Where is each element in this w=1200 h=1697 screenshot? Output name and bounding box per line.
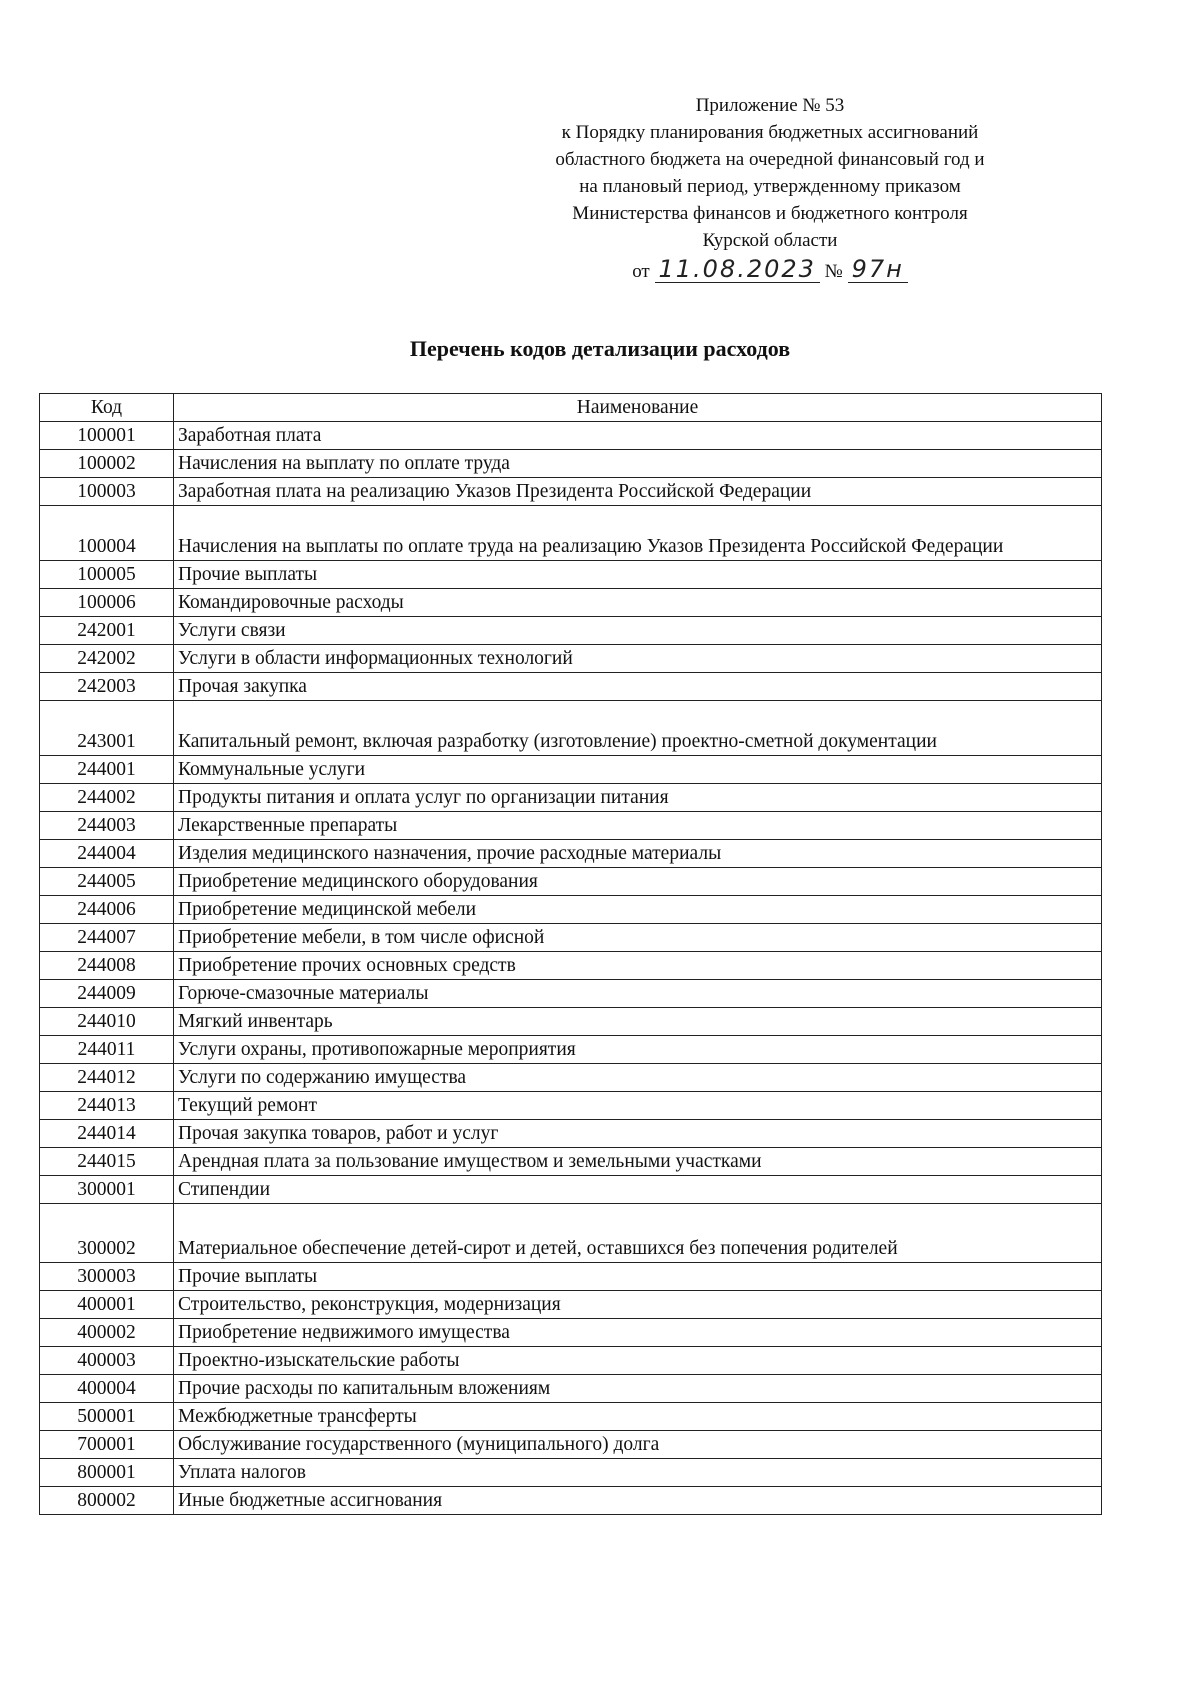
name-cell: Материальное обеспечение детей-сирот и детей, оставшихся без попечения родителей bbox=[174, 1204, 1102, 1263]
code-cell: 244004 bbox=[40, 840, 174, 868]
name-cell: Продукты питания и оплата услуг по организации питания bbox=[174, 784, 1102, 812]
name-cell: Уплата налогов bbox=[174, 1459, 1102, 1487]
name-cell: Прочие расходы по капитальным вложениям bbox=[174, 1375, 1102, 1403]
name-cell: Изделия медицинского назначения, прочие расходные материалы bbox=[174, 840, 1102, 868]
code-cell: 244007 bbox=[40, 924, 174, 952]
table-row bbox=[40, 478, 1102, 506]
table-row bbox=[40, 1036, 1102, 1064]
code-cell: 800001 bbox=[40, 1459, 174, 1487]
column-header-name: Наименование bbox=[174, 394, 1102, 422]
table-row bbox=[40, 1431, 1102, 1459]
table-row bbox=[40, 645, 1102, 673]
code-cell: 400001 bbox=[40, 1291, 174, 1319]
name-cell: Приобретение медицинского оборудования bbox=[174, 868, 1102, 896]
table-row bbox=[40, 784, 1102, 812]
table-row bbox=[40, 812, 1102, 840]
table-row bbox=[40, 589, 1102, 617]
table-row bbox=[40, 1204, 1102, 1263]
code-cell: 100002 bbox=[40, 450, 174, 478]
name-cell: Заработная плата bbox=[174, 422, 1102, 450]
table-row bbox=[40, 561, 1102, 589]
name-cell: Прочая закупка bbox=[174, 673, 1102, 701]
name-cell: Горюче-смазочные материалы bbox=[174, 980, 1102, 1008]
name-cell: Приобретение недвижимого имущества bbox=[174, 1319, 1102, 1347]
code-cell: 242001 bbox=[40, 617, 174, 645]
code-cell: 244015 bbox=[40, 1148, 174, 1176]
name-cell: Арендная плата за пользование имуществом и земельными участками bbox=[174, 1148, 1102, 1176]
header-line: Приложение № 53 bbox=[695, 95, 845, 116]
name-cell: Заработная плата на реализацию Указов Президента Российской Федерации bbox=[174, 478, 1102, 506]
table-row bbox=[40, 924, 1102, 952]
code-cell: 100006 bbox=[40, 589, 174, 617]
table-body bbox=[40, 422, 1102, 1515]
name-cell: Услуги по содержанию имущества bbox=[174, 1064, 1102, 1092]
code-cell: 300003 bbox=[40, 1263, 174, 1291]
name-cell: Коммунальные услуги bbox=[174, 756, 1102, 784]
appendix-header bbox=[500, 92, 1040, 286]
page-title: Перечень кодов детализации расходов bbox=[409, 336, 791, 361]
code-cell: 244011 bbox=[40, 1036, 174, 1064]
name-cell: Приобретение медицинской мебели bbox=[174, 896, 1102, 924]
name-cell: Прочие выплаты bbox=[174, 561, 1102, 589]
code-cell: 244009 bbox=[40, 980, 174, 1008]
order-number: 97н bbox=[848, 256, 908, 283]
code-cell: 242003 bbox=[40, 673, 174, 701]
table-row bbox=[40, 422, 1102, 450]
table-row bbox=[40, 1319, 1102, 1347]
name-cell: Прочие выплаты bbox=[174, 1263, 1102, 1291]
table-row bbox=[40, 1064, 1102, 1092]
code-cell: 500001 bbox=[40, 1403, 174, 1431]
table-row bbox=[40, 1176, 1102, 1204]
code-cell: 800002 bbox=[40, 1487, 174, 1515]
name-cell: Услуги связи bbox=[174, 617, 1102, 645]
code-cell: 400003 bbox=[40, 1347, 174, 1375]
name-cell: Услуги охраны, противопожарные мероприятия bbox=[174, 1036, 1102, 1064]
table-row bbox=[40, 980, 1102, 1008]
table-row bbox=[40, 952, 1102, 980]
code-cell: 244006 bbox=[40, 896, 174, 924]
name-cell: Капитальный ремонт, включая разработку (изготовление) проектно-сметной документации bbox=[174, 701, 1102, 756]
code-cell: 244008 bbox=[40, 952, 174, 980]
order-date: 11.08.2023 bbox=[655, 256, 820, 283]
header-line: Курской области bbox=[702, 230, 838, 251]
header-line: областного бюджета на очередной финансовый год и bbox=[555, 149, 985, 170]
code-cell: 700001 bbox=[40, 1431, 174, 1459]
name-cell: Межбюджетные трансферты bbox=[174, 1403, 1102, 1431]
header-line: к Порядку планирования бюджетных ассигнований bbox=[561, 122, 979, 143]
code-cell: 244005 bbox=[40, 868, 174, 896]
table-row bbox=[40, 1120, 1102, 1148]
table-row bbox=[40, 756, 1102, 784]
column-header-code: Код bbox=[40, 394, 174, 422]
name-cell: Начисления на выплату по оплате труда bbox=[174, 450, 1102, 478]
number-prefix: № bbox=[824, 261, 843, 282]
order-date-number bbox=[500, 256, 1040, 286]
name-cell: Прочая закупка товаров, работ и услуг bbox=[174, 1120, 1102, 1148]
code-cell: 400002 bbox=[40, 1319, 174, 1347]
code-cell: 100005 bbox=[40, 561, 174, 589]
table-row bbox=[40, 1347, 1102, 1375]
header-line: Министерства финансов и бюджетного контроля bbox=[572, 203, 968, 224]
table-row bbox=[40, 450, 1102, 478]
table-row bbox=[40, 1487, 1102, 1515]
name-cell: Текущий ремонт bbox=[174, 1092, 1102, 1120]
code-cell: 242002 bbox=[40, 645, 174, 673]
code-cell: 244013 bbox=[40, 1092, 174, 1120]
code-cell: 244012 bbox=[40, 1064, 174, 1092]
code-cell: 100001 bbox=[40, 422, 174, 450]
table-row bbox=[40, 1291, 1102, 1319]
table-row bbox=[40, 896, 1102, 924]
name-cell: Лекарственные препараты bbox=[174, 812, 1102, 840]
table-row bbox=[40, 1148, 1102, 1176]
table-row bbox=[40, 840, 1102, 868]
table-row bbox=[40, 701, 1102, 756]
code-cell: 400004 bbox=[40, 1375, 174, 1403]
table-row bbox=[40, 1263, 1102, 1291]
name-cell: Услуги в области информационных технологий bbox=[174, 645, 1102, 673]
code-cell: 244010 bbox=[40, 1008, 174, 1036]
code-cell: 244014 bbox=[40, 1120, 174, 1148]
table-row bbox=[40, 1008, 1102, 1036]
code-cell: 300002 bbox=[40, 1204, 174, 1263]
table-row bbox=[40, 1403, 1102, 1431]
code-cell: 100003 bbox=[40, 478, 174, 506]
name-cell: Проектно-изыскательские работы bbox=[174, 1347, 1102, 1375]
name-cell: Мягкий инвентарь bbox=[174, 1008, 1102, 1036]
table-header-row bbox=[40, 394, 1102, 422]
codes-table bbox=[39, 393, 1102, 1515]
date-prefix: от bbox=[632, 261, 650, 282]
name-cell: Стипендии bbox=[174, 1176, 1102, 1204]
name-cell: Начисления на выплаты по оплате труда на реализацию Указов Президента Российской Федерации bbox=[174, 506, 1102, 561]
table-row bbox=[40, 868, 1102, 896]
table-row bbox=[40, 1375, 1102, 1403]
table-row bbox=[40, 617, 1102, 645]
name-cell: Иные бюджетные ассигнования bbox=[174, 1487, 1102, 1515]
code-cell: 243001 bbox=[40, 701, 174, 756]
name-cell: Командировочные расходы bbox=[174, 589, 1102, 617]
code-cell: 244001 bbox=[40, 756, 174, 784]
name-cell: Приобретение прочих основных средств bbox=[174, 952, 1102, 980]
code-cell: 100004 bbox=[40, 506, 174, 561]
table-row bbox=[40, 1459, 1102, 1487]
header-line: на плановый период, утвержденному приказом bbox=[579, 176, 961, 197]
name-cell: Строительство, реконструкция, модернизация bbox=[174, 1291, 1102, 1319]
code-cell: 300001 bbox=[40, 1176, 174, 1204]
code-cell: 244003 bbox=[40, 812, 174, 840]
code-cell: 244002 bbox=[40, 784, 174, 812]
name-cell: Приобретение мебели, в том числе офисной bbox=[174, 924, 1102, 952]
table-row bbox=[40, 506, 1102, 561]
name-cell: Обслуживание государственного (муниципального) долга bbox=[174, 1431, 1102, 1459]
table-row bbox=[40, 1092, 1102, 1120]
table-row bbox=[40, 673, 1102, 701]
